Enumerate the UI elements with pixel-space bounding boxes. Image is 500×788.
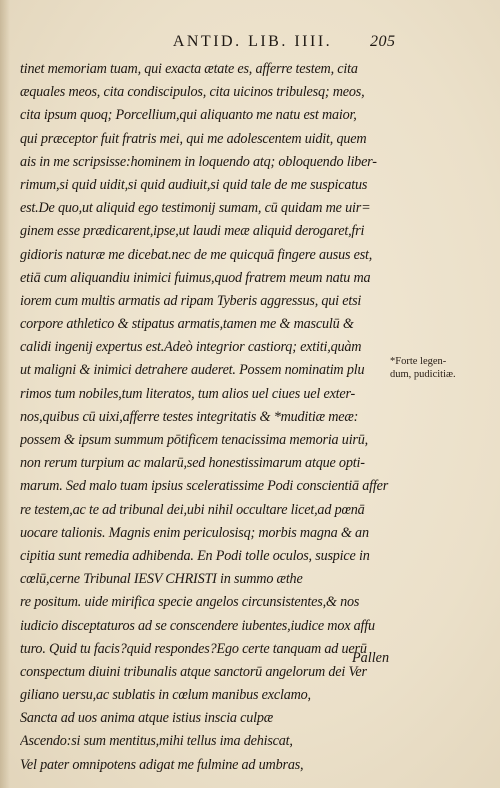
text-line: uocare talionis. Magnis enim periculosisq; morbis magna & an: [20, 524, 369, 541]
text-line: cita ipsum quoq; Porcellium,qui aliquanto me natu est maior,: [20, 107, 357, 124]
text-line: conspectum diuini tribunalis atque sanctorū angelorum dei Ver: [20, 663, 367, 680]
text-line: re positum. uide mirifica specie angelos circunsistentes,& nos: [20, 594, 360, 611]
text-line: gidioris naturæ me dicebat.nec de me quicquā fingere ausus est,: [20, 246, 373, 263]
text-line: tinet memoriam tuam, qui exacta ætate es, afferre testem, cita: [20, 61, 358, 77]
text-line: cipitia sunt remedia adhibenda. En Podi tolle oculos, suspice in: [20, 547, 370, 564]
text-line: ut maligni & inimici detrahere auderet. Possem nominatim plu: [20, 362, 365, 379]
text-line: æquales meos, cita condiscipulos, cita uicinos tribulesq; meos,: [20, 84, 365, 101]
text-line: rimos tum nobiles,tum literatos, tum alios uel ciues uel exter-: [20, 385, 356, 402]
text-line: ais in me scripsisse:hominem in loquendo atq; obloquendo liber-: [20, 153, 377, 170]
verse-line: Vel pater omnipotens adigat me fulmine ad umbras,: [20, 756, 304, 773]
text-line: corpore athletico & stipatus armatis,tamen me & masculū &: [20, 316, 354, 333]
text-line: calidi ingenij expertus est.Adeò integrior castiorq; extiti,quàm: [20, 339, 362, 356]
marginal-note-line: *Forte legen-: [390, 356, 447, 367]
text-line: qui præceptor fuit fratris mei, qui me adolescentem uidit, quem: [20, 130, 367, 147]
verse-line: Ascendo:si sum mentitus,mihi tellus ima dehiscat,: [20, 733, 293, 750]
folio-number: 205: [370, 33, 396, 50]
text-line: giliano uersu,ac sublatis in cœlum manibus exclamo,: [20, 687, 311, 704]
main-text-block: [20, 58, 390, 777]
text-line: nos,quibus cū uixi,afferre testes integritatis & *muditiæ meæ:: [20, 408, 359, 425]
verse-line: Sancta ad uos anima atque istius inscia culpæ: [20, 710, 274, 727]
text-line: turo. Quid tu facis?quid respondes?Ego certe tanquam ad uerū: [20, 640, 367, 657]
text-line: marum. Sed malo tuam ipsius sceleratissime Podi conscientiā affer: [20, 478, 389, 495]
text-line: cœlū,cerne Tribunal IESV CHRISTI in summo æthe: [20, 571, 303, 588]
text-line: non rerum turpium ac malarū,sed honestissimarum atque opti-: [20, 455, 365, 472]
text-line: re testem,ac te ad tribunal dei,ubi nihil occultare licet,ad pœnā: [20, 501, 365, 518]
text-line: iudicio disceptaturos ad se conscendere iubentes,iudice mox affu: [20, 617, 375, 634]
marginal-note: [390, 355, 498, 381]
text-line: iorem cum multis armatis ad ripam Tyberis aggressus, qui etsi: [20, 292, 362, 309]
page-gutter-shadow: [0, 0, 10, 788]
catchword: Pallen: [352, 650, 390, 666]
text-line: possem & ipsum summum pōtificem tenacissima memoria uirū,: [20, 432, 368, 448]
text-line: etiā cum aliquandiu inimici fuimus,quod fratrem meum natu ma: [20, 269, 371, 286]
marginal-note-line: dum, pudicitiæ.: [390, 369, 456, 380]
text-line: est.De quo,ut aliquid ego testimonij sumam, cū quidam me uir=: [20, 200, 371, 217]
text-line: ginem esse prædicarent,ipse,ut laudi meæ aliquid derogaret,fri: [20, 223, 365, 240]
text-line: rimum,si quid uidit,si quid audiuit,si quid tale de me suspicatus: [20, 176, 368, 193]
running-title: ANTID. LIB. IIII.: [172, 33, 333, 50]
